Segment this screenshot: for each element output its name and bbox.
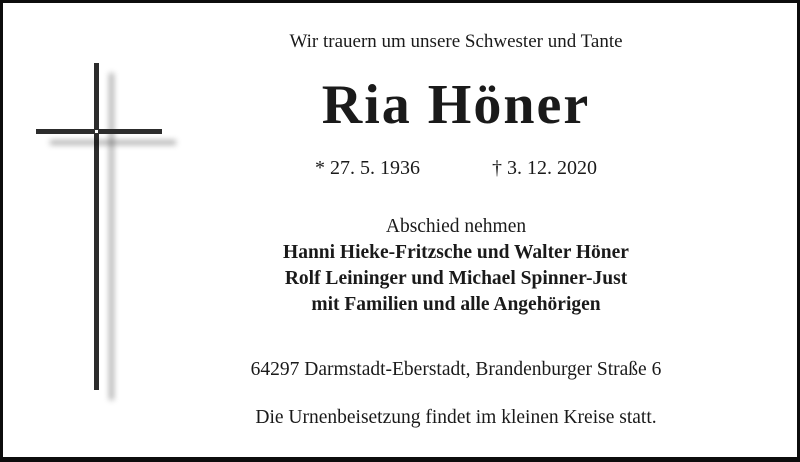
cross-center-highlight: [95, 130, 98, 133]
farewell-block: [115, 214, 797, 318]
cross-vertical-bar: [94, 63, 99, 390]
deceased-name: Ria Höner: [321, 74, 591, 136]
birth-date: * 27. 5. 1936: [315, 157, 420, 179]
death-date: † 3. 12. 2020: [492, 157, 597, 179]
closing-line: Die Urnenbeisetzung findet im kleinen Kreise statt.: [255, 407, 657, 428]
life-dates: [115, 155, 797, 181]
farewell-heading: Abschied nehmen: [385, 216, 527, 237]
mourners-line: mit Familien und alle Angehörigen: [311, 294, 601, 315]
address-line: 64297 Darmstadt-Eberstadt, Brandenburger Straße 6: [250, 359, 662, 380]
mourners-line: Hanni Hieke-Fritzsche und Walter Höner: [283, 242, 629, 263]
intro-line: Wir trauern um unsere Schwester und Tante: [289, 31, 623, 52]
notice-text-column: [115, 3, 797, 457]
mourners-line: Rolf Leininger und Michael Spinner-Just: [284, 268, 628, 289]
